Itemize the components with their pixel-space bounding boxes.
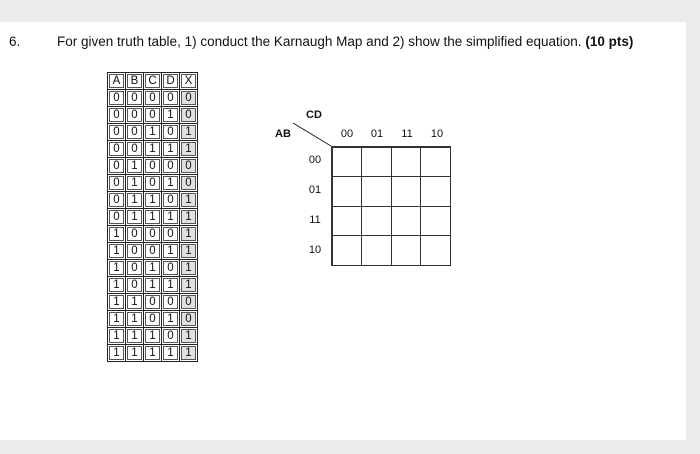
truth-table-input-cell: 0	[144, 107, 162, 124]
kmap-cell[interactable]	[332, 206, 363, 237]
truth-table-output-cell: 0	[180, 158, 198, 175]
kmap-corner-diagonal	[292, 122, 334, 148]
kmap-row-label: 11	[309, 214, 321, 226]
truth-table-output-cell: 1	[180, 345, 198, 362]
kmap-col-label: 01	[370, 128, 384, 140]
truth-table-output-cell: 1	[180, 328, 198, 345]
truth-table-input-cell: 0	[108, 107, 126, 124]
truth-table-input-cell: 0	[126, 260, 144, 277]
truth-table-output-cell: 1	[180, 243, 198, 260]
truth-table-input-cell: 1	[126, 345, 144, 362]
truth-table-output-cell: 0	[180, 294, 198, 311]
truth-table-output-cell: 1	[180, 209, 198, 226]
truth-table-input-cell: 0	[144, 294, 162, 311]
truth-table-input-cell: 0	[162, 158, 180, 175]
truth-table-row	[108, 226, 198, 243]
truth-table-output-cell: 1	[180, 260, 198, 277]
kmap-row-label: 00	[308, 154, 322, 166]
question-prompt: For given truth table, 1) conduct the Karnaugh Map and 2) show the simplified equation.	[57, 34, 586, 49]
truth-table-input-cell: 1	[162, 107, 180, 124]
truth-table-header-row	[108, 73, 198, 90]
kmap-cell[interactable]	[420, 147, 451, 178]
truth-table-input-cell: 1	[126, 328, 144, 345]
truth-table-input-cell: 0	[126, 124, 144, 141]
truth-table-input-cell: 1	[144, 124, 162, 141]
kmap-row-variable-label: AB	[275, 128, 291, 140]
truth-table-input-cell: 0	[108, 192, 126, 209]
truth-table-input-cell: 0	[126, 277, 144, 294]
kmap-cell[interactable]	[361, 206, 392, 237]
truth-table-row	[108, 277, 198, 294]
truth-table-input-cell: 1	[144, 192, 162, 209]
truth-table-row	[108, 107, 198, 124]
truth-table-input-cell: 0	[126, 141, 144, 158]
question-number: 6.	[9, 34, 21, 49]
truth-table-output-cell: 1	[180, 277, 198, 294]
truth-table-input-cell: 0	[144, 175, 162, 192]
kmap-cell[interactable]	[361, 176, 392, 207]
truth-table-input-cell: 0	[144, 90, 162, 107]
truth-table-input-cell: 0	[126, 226, 144, 243]
kmap-cell[interactable]	[391, 235, 422, 266]
truth-table-input-cell: 1	[144, 260, 162, 277]
truth-table-input-cell: 1	[108, 345, 126, 362]
truth-table-input-cell: 1	[108, 277, 126, 294]
truth-table-input-cell: 0	[108, 175, 126, 192]
truth-table-input-cell: 0	[126, 243, 144, 260]
truth-table-input-cell: 1	[126, 158, 144, 175]
truth-table-input-cell: 0	[108, 141, 126, 158]
truth-table-input-cell: 1	[162, 175, 180, 192]
truth-table-input-cell: 0	[162, 226, 180, 243]
kmap-cell[interactable]	[361, 235, 392, 266]
truth-table-input-cell: 0	[144, 158, 162, 175]
truth-table-row	[108, 294, 198, 311]
truth-table-input-cell: 0	[162, 260, 180, 277]
truth-table-row	[108, 124, 198, 141]
truth-table-input-cell: 1	[144, 277, 162, 294]
truth-table-input-cell: 1	[126, 175, 144, 192]
truth-table-row	[108, 90, 198, 107]
truth-table-row	[108, 141, 198, 158]
truth-table-input-cell: 0	[144, 311, 162, 328]
question-text	[57, 34, 633, 49]
truth-table-row	[108, 158, 198, 175]
truth-table-row	[108, 209, 198, 226]
truth-table-input-cell: 1	[162, 209, 180, 226]
kmap-cell[interactable]	[391, 147, 422, 178]
truth-table-input-cell: 0	[162, 294, 180, 311]
truth-table-input-cell: 0	[162, 124, 180, 141]
truth-table-input-cell: 1	[126, 294, 144, 311]
truth-table-input-cell: 0	[144, 243, 162, 260]
kmap-column-variable-label: CD	[306, 109, 322, 121]
truth-table-input-cell: 1	[126, 311, 144, 328]
kmap-cell[interactable]	[391, 206, 422, 237]
kmap-col-label: 10	[430, 128, 444, 140]
truth-table-input-cell: 0	[126, 90, 144, 107]
truth-table-input-cell: 1	[108, 328, 126, 345]
truth-table-input-cell: 1	[162, 311, 180, 328]
truth-table-input-cell: 0	[162, 192, 180, 209]
kmap-cell[interactable]	[332, 235, 363, 266]
truth-table-header-cell: B	[126, 73, 144, 90]
truth-table-input-cell: 1	[108, 311, 126, 328]
kmap-cell[interactable]	[391, 176, 422, 207]
truth-table-output-cell: 0	[180, 311, 198, 328]
truth-table-input-cell: 0	[162, 90, 180, 107]
truth-table-row	[108, 192, 198, 209]
truth-table-input-cell: 1	[144, 209, 162, 226]
kmap-row-label: 01	[308, 184, 322, 196]
truth-table-input-cell: 1	[108, 260, 126, 277]
question-points: (10 pts)	[585, 34, 634, 49]
truth-table-input-cell: 1	[126, 209, 144, 226]
worksheet-page	[0, 22, 686, 440]
truth-table-header-cell: X	[180, 73, 198, 90]
truth-table-input-cell: 0	[108, 209, 126, 226]
kmap-cell[interactable]	[361, 147, 392, 178]
truth-table-row	[108, 328, 198, 345]
truth-table-input-cell: 0	[126, 107, 144, 124]
truth-table-row	[108, 345, 198, 362]
truth-table-input-cell: 1	[162, 277, 180, 294]
truth-table-output-cell: 1	[180, 141, 198, 158]
truth-table-input-cell: 1	[126, 192, 144, 209]
kmap-row-label: 10	[308, 244, 322, 256]
truth-table-input-cell: 1	[162, 345, 180, 362]
truth-table-output-cell: 1	[180, 226, 198, 243]
truth-table-input-cell: 1	[108, 243, 126, 260]
kmap-col-label: 00	[340, 128, 354, 140]
truth-table-output-cell: 1	[180, 192, 198, 209]
truth-table-input-cell: 0	[108, 124, 126, 141]
truth-table-output-cell: 0	[180, 175, 198, 192]
kmap-cell[interactable]	[332, 176, 363, 207]
truth-table-row	[108, 175, 198, 192]
truth-table-input-cell: 1	[108, 294, 126, 311]
truth-table-header-cell: D	[162, 73, 180, 90]
kmap-cell[interactable]	[420, 176, 451, 207]
truth-table-input-cell: 1	[162, 243, 180, 260]
kmap-col-label: 11	[401, 128, 413, 140]
truth-table	[107, 72, 198, 362]
truth-table-output-cell: 1	[180, 124, 198, 141]
truth-table-input-cell: 0	[144, 226, 162, 243]
truth-table-output-cell: 0	[180, 107, 198, 124]
truth-table-output-cell: 0	[180, 90, 198, 107]
truth-table-input-cell: 1	[162, 141, 180, 158]
karnaugh-map-grid	[331, 146, 451, 266]
truth-table-input-cell: 1	[108, 226, 126, 243]
truth-table-input-cell: 0	[108, 158, 126, 175]
kmap-cell[interactable]	[420, 235, 451, 266]
truth-table-header-cell: C	[144, 73, 162, 90]
truth-table-row	[108, 243, 198, 260]
truth-table-input-cell: 1	[144, 328, 162, 345]
truth-table-row	[108, 311, 198, 328]
truth-table-input-cell: 0	[162, 328, 180, 345]
truth-table-row	[108, 260, 198, 277]
kmap-cell[interactable]	[332, 147, 363, 178]
truth-table-header-cell: A	[108, 73, 126, 90]
truth-table-input-cell: 0	[108, 90, 126, 107]
truth-table-input-cell: 1	[144, 141, 162, 158]
kmap-cell[interactable]	[420, 206, 451, 237]
truth-table-input-cell: 1	[144, 345, 162, 362]
